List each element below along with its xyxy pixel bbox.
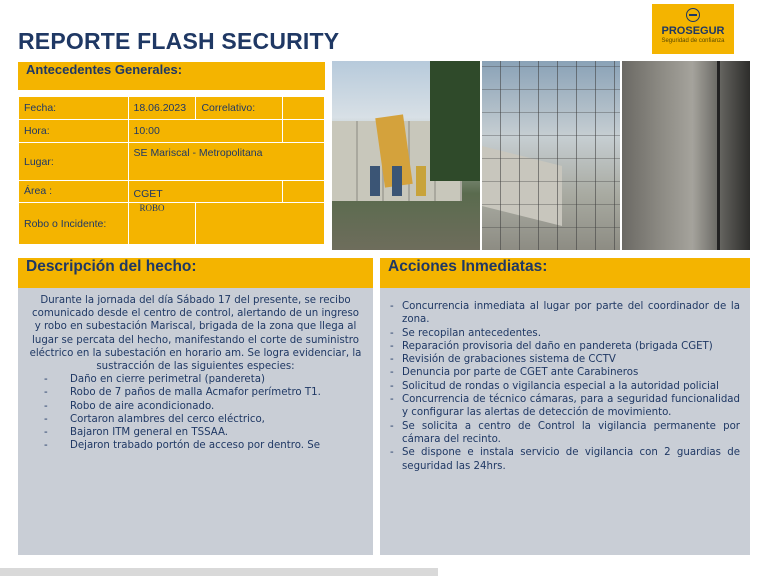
prosegur-logo [652, 4, 734, 54]
globe-icon [686, 8, 700, 22]
descripcion-list [28, 373, 363, 452]
list-item: - Robo de aire acondicionado. [28, 400, 363, 413]
list-item: - Revisión de grabaciones sistema de CCTV [390, 353, 740, 366]
antecedentes-table [18, 96, 325, 245]
list-item: - Se recopilan antecedentes. [390, 327, 740, 340]
list-item: - Concurrencia de técnico cámaras, para a seguridad funcionalidad y configurar las alertas de detección de movimiento. [390, 393, 740, 420]
correlativo-label: Correlativo: [196, 97, 283, 120]
incident-photos [332, 61, 750, 250]
robo-cell [128, 203, 196, 245]
area-label: Área : [19, 181, 129, 203]
logo-tagline: Seguridad de confianza [661, 38, 725, 44]
list-item: - Daño en cierre perimetral (pandereta) [28, 373, 363, 386]
lugar-label: Lugar: [19, 143, 129, 181]
list-item: - Solicitud de rondas o vigilancia especial a la autoridad policial [390, 380, 740, 393]
logo-name: PROSEGUR [661, 25, 725, 37]
correlativo-value [283, 97, 325, 120]
photo-wall-workers [332, 61, 480, 250]
hora-label: Hora: [19, 120, 129, 143]
report-title: REPORTE FLASH SECURITY [18, 28, 340, 54]
list-item: - Se solicita a centro de Control la vigilancia permanente por cámara del recinto. [390, 420, 740, 447]
descripcion-paragraph: Durante la jornada del día Sábado 17 del presente, se recibo comunicado desde el centro de control, alertando de un ingreso y robo en subestación Mariscal, brigada de la zona que llega al lugar se percata del hecho, manifestando el corte de suministro eléctrico en la subestación en horario am. Se logra evidenciar, la sustracción de las siguientes especies: [29, 295, 362, 373]
footer-bar [0, 568, 438, 576]
hora-value: 10:00 [128, 120, 283, 143]
fecha-value: 18.06.2023 [128, 97, 196, 120]
robo-value: ROBO [139, 203, 165, 213]
robo-extra [196, 203, 325, 245]
fecha-label: Fecha: [19, 97, 129, 120]
list-item: - Cortaron alambres del cerco eléctrico, [28, 413, 363, 426]
area-value: CGET [128, 181, 283, 203]
descripcion-section [18, 258, 373, 555]
list-item: - Concurrencia inmediata al lugar por parte del coordinador de la zona. [390, 300, 740, 327]
lugar-value: SE Mariscal - Metropolitana [128, 143, 324, 181]
area-extra [283, 181, 325, 203]
list-item: - Dejaron trabado portón de acceso por dentro. Se [28, 439, 363, 452]
list-item: - Se dispone e instala servicio de vigilancia con 2 guardias de seguridad las 24hrs. [390, 446, 740, 473]
acciones-heading: Acciones Inmediatas: [380, 258, 750, 288]
list-item: - Bajaron ITM general en TSSAA. [28, 426, 363, 439]
descripcion-heading: Descripción del hecho: [18, 258, 373, 288]
photo-perimeter-wall [622, 61, 750, 250]
list-item: - Denuncia por parte de CGET ante Carabineros [390, 366, 740, 379]
robo-label: Robo o Incidente: [19, 203, 129, 245]
acciones-list [390, 300, 740, 473]
photo-substation-fence [482, 61, 620, 250]
antecedentes-heading: Antecedentes Generales: [18, 62, 325, 90]
acciones-section [380, 258, 750, 555]
list-item: - Robo de 7 paños de malla Acmafor perímetro T1. [28, 386, 363, 399]
antecedentes-section [18, 62, 325, 245]
hora-extra [283, 120, 325, 143]
list-item: - Reparación provisoria del daño en pandereta (brigada CGET) [390, 340, 740, 353]
